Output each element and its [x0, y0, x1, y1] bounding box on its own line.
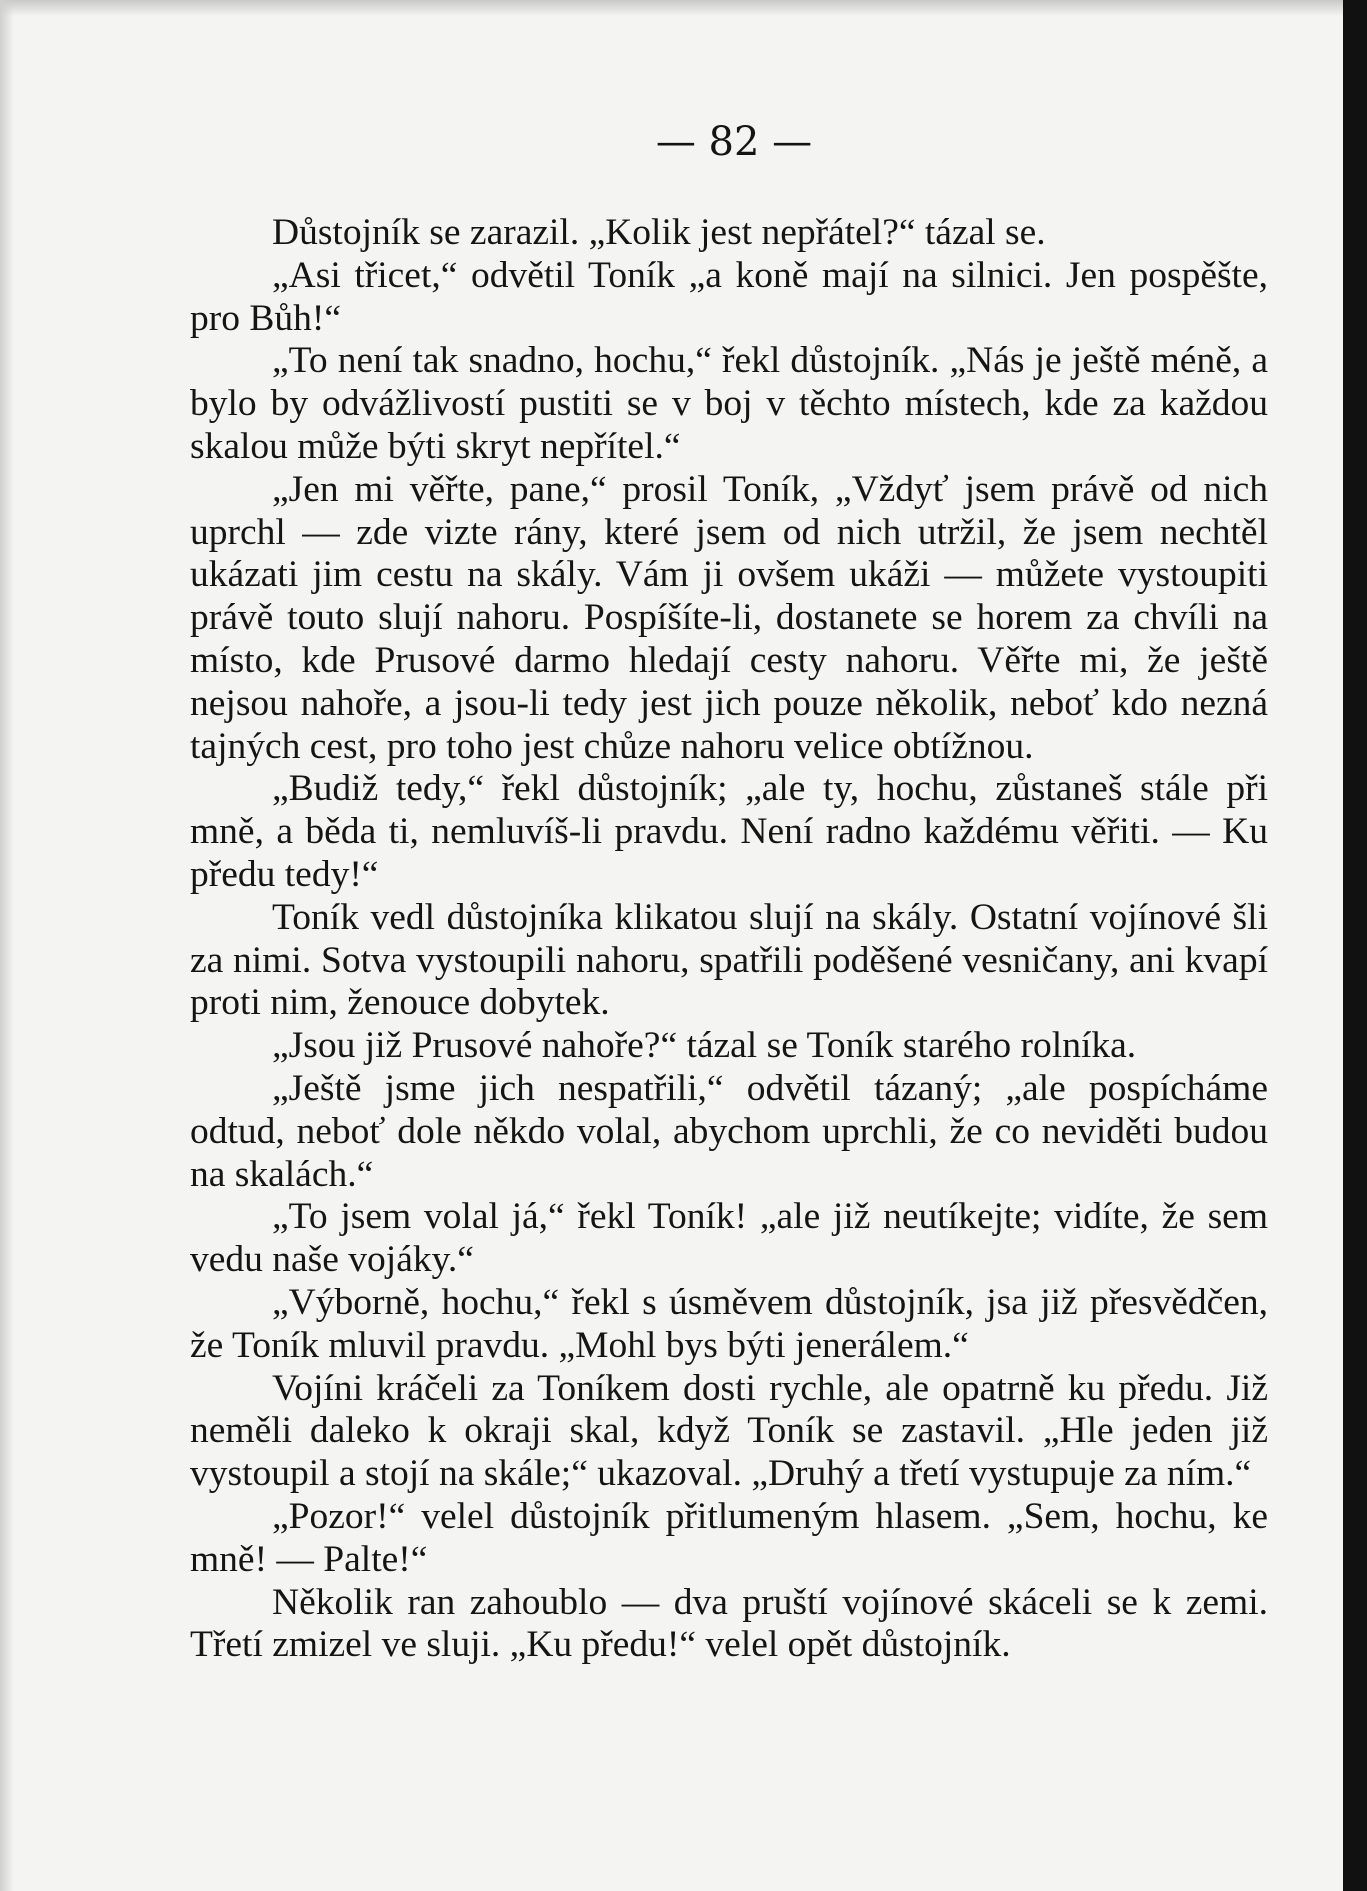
page-top-shadow — [0, 0, 1367, 16]
paragraph: Důstojník se zarazil. „Kolik jest nepřátel?“ tázal se. — [272, 212, 1046, 253]
paragraph: „Pozor!“ velel důstojník přitlumeným hlasem. „Sem, hochu, ke mně! — Palte!“ — [190, 1495, 1268, 1580]
paragraph: „To není tak snadno, hochu,“ řekl důstojník. „Nás je ještě méně, a bylo by odvážlivostí pustiti se v boj v těchto místech, kde za každou skalou může býti skryt nepřítel.“ — [190, 340, 1268, 467]
page-number: — 82 — — [655, 119, 813, 165]
body-text — [190, 212, 1268, 1667]
paragraph: Toník vedl důstojníka klikatou slují na skály. Ostatní vojínové šli za nimi. Sotva vystoupili nahoru, spatřili poděšené vesničany, ani kvapí proti nim, ženouce dobytek. — [190, 896, 1268, 1024]
paragraph: „To jsem volal já,“ řekl Toník! „ale již neutíkejte; vidíte, že sem vedu naše vojáky.“ — [190, 1196, 1268, 1281]
paragraph: Několik ran zahoublo — dva pruští vojínové skáceli se k zemi. Třetí zmizel ve sluji. „Ku předu!“ velel opět důstojník. — [190, 1581, 1268, 1666]
paragraph: „Budiž tedy,“ řekl důstojník; „ale ty, hochu, zůstaneš stále při mně, a běda ti, nemluvíš-li pravdu. Není radno každému věřiti. — Ku předu tedy!“ — [190, 768, 1268, 895]
page-right-border — [1343, 0, 1367, 1891]
paragraph: „Jen mi věřte, pane,“ prosil Toník, „Vždyť jsem právě od nich uprchl — zde vizte rány, které jsem od nich utržil, že jsem nechtěl ukázati jim cestu na skály. Vám ji ovšem ukáži — můžete vystoupiti právě touto slují nahoru. Pospíšíte-li, dostanete se horem za chvíli na místo, kde Prusové darmo hledají cesty nahoru. Věřte mi, že ještě nejsou nahoře, a jsou-li tedy jest jich pouze několik, neboť kdo nezná tajných cest, pro toho jest chůze nahoru velice obtížnou. — [190, 468, 1268, 767]
paragraph: „Výborně, hochu,“ řekl s úsměvem důstojník, jsa již přesvědčen, že Toník mluvil pravdu. „Mohl bys býti jenerálem.“ — [190, 1281, 1268, 1366]
page-left-shadow — [0, 0, 14, 1891]
paragraph: „Asi třicet,“ odvětil Toník „a koně mají na silnici. Jen pospěšte, pro Bůh!“ — [190, 254, 1268, 339]
paragraph: „Ještě jsme jich nespatřili,“ odvětil tázaný; „ale pospícháme odtud, neboť dole někdo volal, abychom uprchli, že co neviděti budou na skalách.“ — [190, 1067, 1268, 1195]
paragraph: Vojíni kráčeli za Toníkem dosti rychle, ale opatrně ku předu. Již neměli daleko k okraji skal, když Toník se zastavil. „Hle jeden již vystoupil a stojí na skále;“ ukazoval. „Druhý a třetí vystupuje za ním.“ — [190, 1367, 1268, 1495]
paragraph: „Jsou již Prusové nahoře?“ tázal se Toník starého rolníka. — [272, 1025, 1137, 1067]
